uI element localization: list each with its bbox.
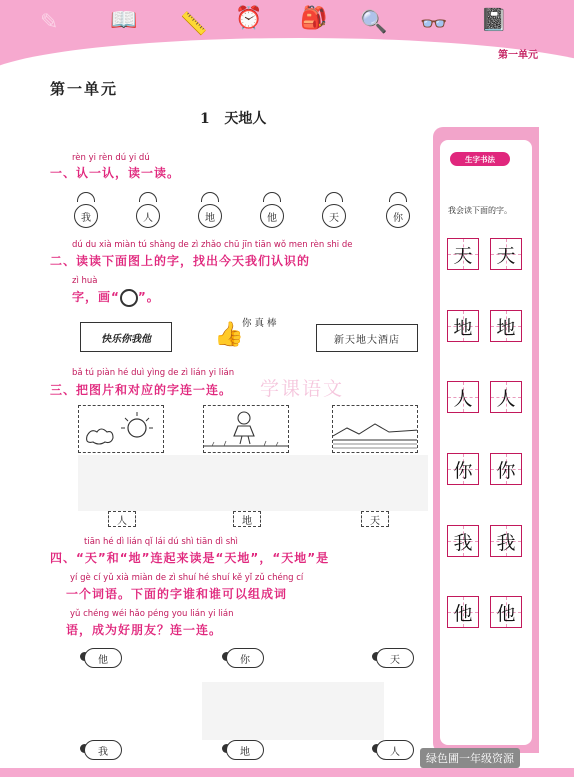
ruler-icon: 📏 (180, 12, 208, 37)
sheep-char[interactable]: 地 (222, 738, 266, 762)
footer-watermark: 绿色圃一年级资源 (420, 748, 520, 768)
q2-text-line1: 二、读读下面图上的字，找出今天我们认识的 (50, 254, 311, 268)
unit-title: 第一单元 (50, 80, 119, 98)
circle-symbol (120, 289, 138, 307)
sign-you-are-great: 你 真 棒 (242, 318, 277, 329)
sign-hotel: 新天地大酒店 (316, 324, 418, 352)
tian-grid-char: 天 (447, 238, 479, 270)
q4-pinyin-line2: yí gè cí yǔ xià miàn de zì shuí hé shuí kě yǐ zǔ chéng cí (70, 573, 304, 583)
notebook-icon: 📓 (480, 8, 508, 33)
lesson-name: 天地人 (224, 111, 267, 127)
pencil-icon: ✎ (40, 10, 59, 35)
word-box[interactable]: 天 (361, 511, 389, 527)
tian-grid-char: 他 (490, 596, 522, 628)
sheep-char[interactable]: 我 (80, 738, 124, 762)
q3-connect-area[interactable] (78, 455, 428, 511)
q3-pinyin: bǎ tú piàn hé duì yìng de zì lián yi lián (72, 368, 235, 378)
q2-pinyin-line1: dú du xià miàn tú shàng de zì zhǎo chū jīn tiān wǒ men rèn shi de (72, 240, 353, 250)
balloon-char: 他 (260, 192, 286, 232)
sidebar-badge: 生字书法 (450, 152, 510, 166)
picture-ground-person (203, 405, 289, 453)
lesson-title (200, 108, 266, 128)
glasses-icon: 👓 (420, 12, 448, 37)
picture-sky (78, 405, 164, 453)
word-box[interactable]: 地 (233, 511, 261, 527)
tian-grid-char: 你 (447, 453, 479, 485)
sidebar-instruction: 我会读下面的字。 (448, 206, 512, 215)
backpack-icon: 🎒 (300, 6, 328, 31)
balloon-char: 地 (198, 192, 224, 232)
q3-text: 三、把图片和对应的字连一连。 (50, 383, 233, 397)
magnifier-icon: 🔍 (360, 10, 388, 35)
q1-pinyin: rèn yi rèn dú yi dú (72, 153, 150, 163)
tian-grid-char: 你 (490, 453, 522, 485)
q4-text-line2: 一个词语。下面的字谁和谁可以组成词 (66, 587, 288, 601)
q4-text-line1: 四、“天”和“地”连起来读是“天地”，“天地”是 (50, 551, 330, 565)
word-box[interactable]: 人 (108, 511, 136, 527)
watermark: 学课语文 (260, 378, 345, 400)
tian-grid-char: 他 (447, 596, 479, 628)
balloon-char: 你 (386, 192, 412, 232)
sheep-char[interactable]: 天 (372, 646, 416, 670)
lesson-number: 1 (200, 111, 210, 127)
tian-grid-char: 地 (490, 310, 522, 342)
book-icon: 📖 (110, 8, 138, 33)
q4-pinyin-line1: tiān hé dì lián qǐ lái dú shì tiān dì shì (84, 537, 238, 547)
balloon-char: 天 (322, 192, 348, 232)
tian-grid-char: 我 (447, 525, 479, 557)
sheep-char[interactable]: 你 (222, 646, 266, 670)
tian-grid-char: 人 (490, 381, 522, 413)
q4-connect-area[interactable] (202, 682, 384, 740)
tian-grid-char: 地 (447, 310, 479, 342)
thumbs-up-icon: 👍 (214, 320, 244, 348)
q2-pinyin-line2: zì huà (72, 276, 98, 286)
alarm-clock-icon: ⏰ (235, 6, 263, 31)
sheep-char[interactable]: 人 (372, 738, 416, 762)
tian-grid-char: 人 (447, 381, 479, 413)
sidebar-inner (440, 140, 532, 745)
tian-grid-char: 我 (490, 525, 522, 557)
sign-happy-you-me-him: 快乐你我他 (80, 322, 172, 352)
q2-text-line2: 字，画“ ”。 (72, 288, 160, 307)
sheep-char[interactable]: 他 (80, 646, 124, 670)
q4-text-line3: 语，成为好朋友？连一连。 (66, 623, 223, 637)
tian-grid-char: 天 (490, 238, 522, 270)
q1-text: 一、认一认，读一读。 (50, 166, 181, 180)
balloon-char: 人 (136, 192, 162, 232)
bottom-bar (0, 768, 574, 777)
picture-land (332, 405, 418, 453)
header-unit-label: 第一单元 (498, 50, 538, 61)
balloon-char: 我 (74, 192, 100, 232)
page-header (0, 0, 574, 72)
header-wave (0, 38, 574, 72)
q4-pinyin-line3: yǔ chéng wéi hǎo péng you lián yi lián (70, 609, 234, 619)
